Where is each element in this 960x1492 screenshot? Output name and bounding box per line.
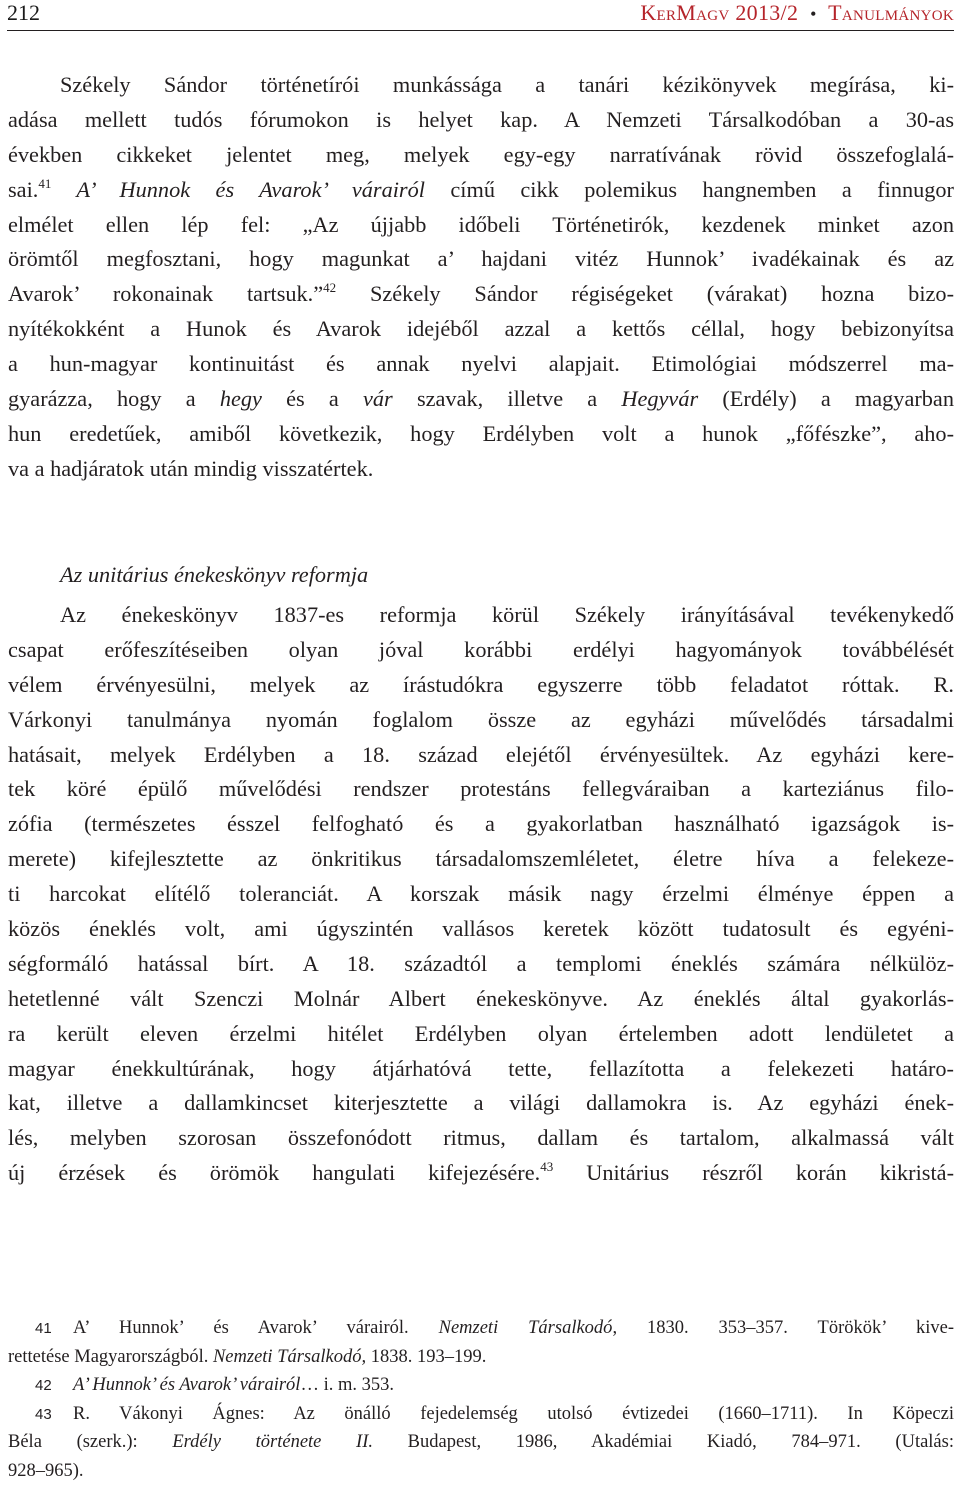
text-line: hatásait, melyek Erdélyben a 18. század elejétől érvényesültek. Az egyházi kere- bbox=[8, 741, 954, 767]
section-heading: Az unitárius énekeskönyv reformja bbox=[60, 562, 369, 587]
paragraph-1 bbox=[8, 68, 954, 487]
text-line: vélem érvényesülni, melyek az írástudókra egyszerre több feladatot róttak. R. bbox=[8, 671, 954, 697]
text-line: Várkonyi tanulmánya nyomán foglalom össze az egyházi művelődés társadalmi bbox=[8, 706, 954, 732]
footnote-43: 43 R. Vákonyi Ágnes: Az önálló fejedelemség utolsó évtizedei (1660–1711). In Köpeczi bbox=[8, 1400, 954, 1429]
text-line: zófia (természetes ésszel felfogható és a gyakorlatban használható igazságok is- bbox=[8, 811, 954, 837]
text-line: Székely Sándor történetírói munkássága a tanári kézikönyvek megírása, ki- bbox=[60, 72, 954, 97]
separator-dot: • bbox=[810, 4, 817, 24]
text-line: lés, melyben szorosan összefonódott ritmus, dallam és tartalom, alkalmassá vált bbox=[8, 1125, 954, 1151]
paragraph-2 bbox=[8, 598, 954, 1191]
article-title: A’ Hunnok és Avarok’ várairól bbox=[51, 176, 425, 202]
footnote-number: 41 bbox=[35, 1320, 52, 1337]
text-line: nyítékokként a Hunok és Avarok idejéből azzal a kettős céllal, hogy bebizonyítsa bbox=[8, 316, 954, 342]
text-line: új érzések és örömök hangulati kifejezésére.$^{43}$ Unitárius részről korán kikristá- bbox=[8, 1159, 954, 1186]
text-line: sai.$^{41}$ A’ Hunnok és Avarok’ várairól című cikk polemikus hangnemben a finnugor bbox=[8, 175, 954, 202]
footnote-number: 43 bbox=[35, 1405, 52, 1423]
text-line: években cikkeket jelentet meg, melyek egy-egy narratívának rövid összefoglalá- bbox=[8, 141, 954, 167]
text-line: örömtől megfosztani, hogy magunkat a’ hajdani vitéz Hunnok’ ivadékainak és az bbox=[8, 246, 954, 272]
text-line: kat, illetve a dallamkincset kiterjesztette a világi dallamokra is. Az egyházi ének- bbox=[8, 1090, 954, 1116]
text-line: elmélet ellen lép fel: „Az újjabb időbeli Történetirók, kezdenek minket azon bbox=[8, 211, 954, 237]
text-line: magyar énekkultúrának, hogy átjárhatóvá tette, fellazította a felekezeti határo- bbox=[8, 1055, 954, 1081]
text-line: ra került eleven érzelmi hitélet Erdélyben olyan értelemben adott lendületet a bbox=[8, 1020, 954, 1046]
footnote-43-cont: Béla (szerk.): Erdély története II. Budapest, 1986, Akadémiai Kiadó, 784–971. (Utalás: bbox=[8, 1432, 954, 1453]
running-head bbox=[640, 0, 954, 26]
text-line: közös éneklés volt, ami úgyszintén vallásos keretek között tudatosult és egyéni- bbox=[8, 916, 954, 942]
page-number: 212 bbox=[7, 0, 40, 25]
footnote-ref-41[interactable]: 41 bbox=[38, 175, 52, 191]
text-line: Avarok’ rokonainak tartsuk.”$^{42}$ Székely Sándor régiségeket (várakat) hozna bizo- bbox=[8, 280, 954, 307]
text-line: adása mellett tudós fórumokon is helyet kap. A Nemzeti Társalkodóban a 30-as bbox=[8, 106, 954, 132]
footnote-42: 42 A’ Hunnok’ és Avarok’ várairól… i. m. 353. bbox=[8, 1371, 954, 1400]
text-line: tek köré épülő művelődési rendszer protestáns fellegváraiban a karteziánus filo- bbox=[8, 776, 954, 802]
text-line: gyarázza, hogy a hegy és a vár szavak, illetve a Hegyvár (Erdély) a magyarban bbox=[8, 386, 954, 412]
text-line: hun eredetűek, amiből következik, hogy Erdélyben volt a hunok „főfészke”, aho- bbox=[8, 420, 954, 446]
footnotes bbox=[8, 1314, 954, 1486]
footnote-41-cont: rettetése Magyarországból. Nemzeti Társalkodó, 1838. 193–199. bbox=[8, 1346, 487, 1367]
text-line: ségformáló hatással bírt. A 18. századtól a templomi éneklés számára nélkülöz- bbox=[8, 950, 954, 976]
footnote-number: 42 bbox=[35, 1377, 52, 1395]
footnote-43-end: 928–965). bbox=[8, 1460, 84, 1481]
footnote-41: 41 A’ Hunnok’ és Avarok’ várairól. Nemzeti Társalkodó, 1830. 353–357. Törökök’ kive- bbox=[8, 1314, 954, 1343]
text-line: hetetlenné vált Szenczi Molnár Albert énekeskönyve. Az éneklés által gyakorlás- bbox=[8, 985, 954, 1011]
footnote-ref-43[interactable]: 43 bbox=[540, 1159, 554, 1175]
text-line: a hun-magyar kontinuitást és annak nyelvi alapjait. Etimológiai módszerrel ma- bbox=[8, 351, 954, 377]
text-line: csapat erőfeszítéseiben olyan jóval korábbi erdélyi hagyományok továbbélését bbox=[8, 636, 954, 662]
journal-title: KerMagv 2013/2 bbox=[640, 0, 799, 25]
text-line: va a hadjáratok után mindig visszatértek. bbox=[8, 455, 374, 481]
running-header bbox=[7, 0, 954, 31]
text-line: merete) kifejlesztette az önkritikus társadalomszemléletet, életre híva a felekeze- bbox=[8, 846, 954, 872]
section-title: Tanulmányok bbox=[828, 0, 954, 25]
text-line: Az énekeskönyv 1837-es reformja körül Székely irányításával tevékenykedő bbox=[60, 602, 954, 627]
text-line: ti harcokat elítélő toleranciát. A korszak másik nagy érzelmi élménye éppen a bbox=[8, 881, 954, 907]
footnote-ref-42[interactable]: 42 bbox=[323, 280, 337, 296]
